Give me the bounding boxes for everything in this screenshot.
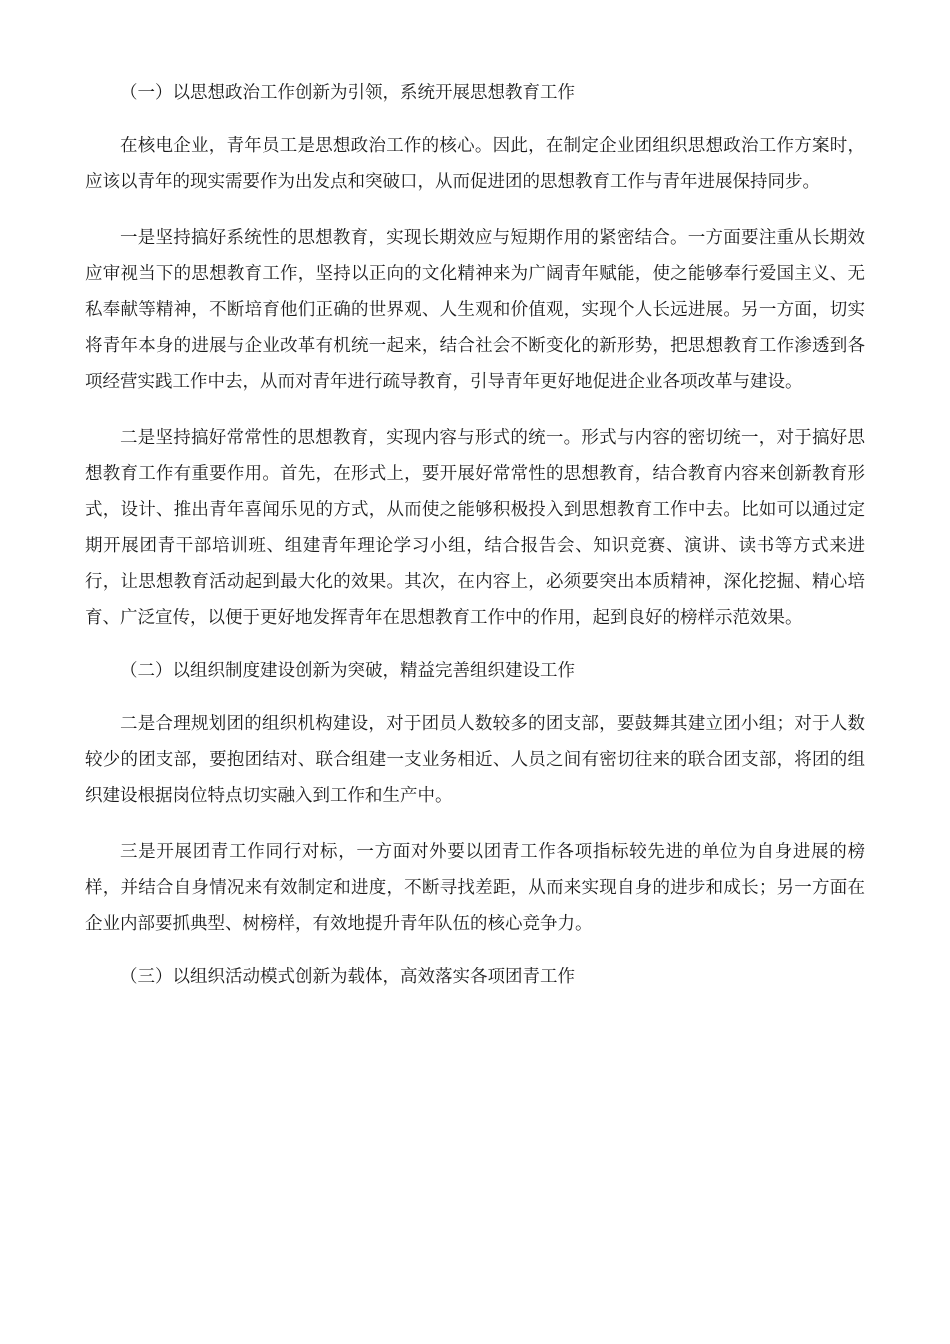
paragraph-1: 在核电企业，青年员工是思想政治工作的核心。因此，在制定企业团组织思想政治工作方案时，应该以青年的现实需要作为出发点和突破口，从而促进团的思想教育工作与青年进展保持同步。 xyxy=(85,136,865,192)
document-body xyxy=(85,78,865,1012)
section-heading-3: （三）以组织活动模式创新为载体，高效落实各项团青工作 xyxy=(120,967,575,987)
paragraph-5: 三是开展团青工作同行对标，一方面对外要以团青工作各项指标较先进的单位为自身进展的榜样，并结合自身情况来有效制定和进度，不断寻找差距，从而来实现自身的进步和成长；另一方面在企业内部要抓典型、树榜样，有效地提升青年队伍的核心竞争力。 xyxy=(85,842,865,934)
section-heading-2: （二）以组织制度建设创新为突破，精益完善组织建设工作 xyxy=(120,661,575,681)
paragraph-2: 一是坚持搞好系统性的思想教育，实现长期效应与短期作用的紧密结合。一方面要注重从长期效应审视当下的思想教育工作，坚持以正向的文化精神来为广阔青年赋能，使之能够奉行爱国主义、无私奉献等精神，不断培育他们正确的世界观、人生观和价值观，实现个人长远进展。另一方面，切实将青年本身的进展与企业改革有机统一起来，结合社会不断变化的新形势，把思想教育工作渗透到各项经营实践工作中去，从而对青年进行疏导教育，引导青年更好地促进企业各项改革与建设。 xyxy=(85,228,865,392)
section-heading-1: （一）以思想政治工作创新为引领，系统开展思想教育工作 xyxy=(120,83,575,103)
paragraph-4: 二是合理规划团的组织机构建设，对于团员人数较多的团支部，要鼓舞其建立团小组；对于人数较少的团支部，要抱团结对、联合组建一支业务相近、人员之间有密切往来的联合团支部，将团的组织建设根据岗位特点切实融入到工作和生产中。 xyxy=(85,714,865,806)
paragraph-3: 二是坚持搞好常常性的思想教育，实现内容与形式的统一。形式与内容的密切统一，对于搞好思想教育工作有重要作用。首先，在形式上，要开展好常常性的思想教育，结合教育内容来创新教育形式，设计、推出青年喜闻乐见的方式，从而使之能够积极投入到思想教育工作中去。比如可以通过定期开展团青干部培训班、组建青年理论学习小组，结合报告会、知识竞赛、演讲、读书等方式来进行，让思想教育活动起到最大化的效果。其次，在内容上，必须要突出本质精神，深化挖掘、精心培育、广泛宣传，以便于更好地发挥青年在思想教育工作中的作用，起到良好的榜样示范效果。 xyxy=(85,428,865,628)
